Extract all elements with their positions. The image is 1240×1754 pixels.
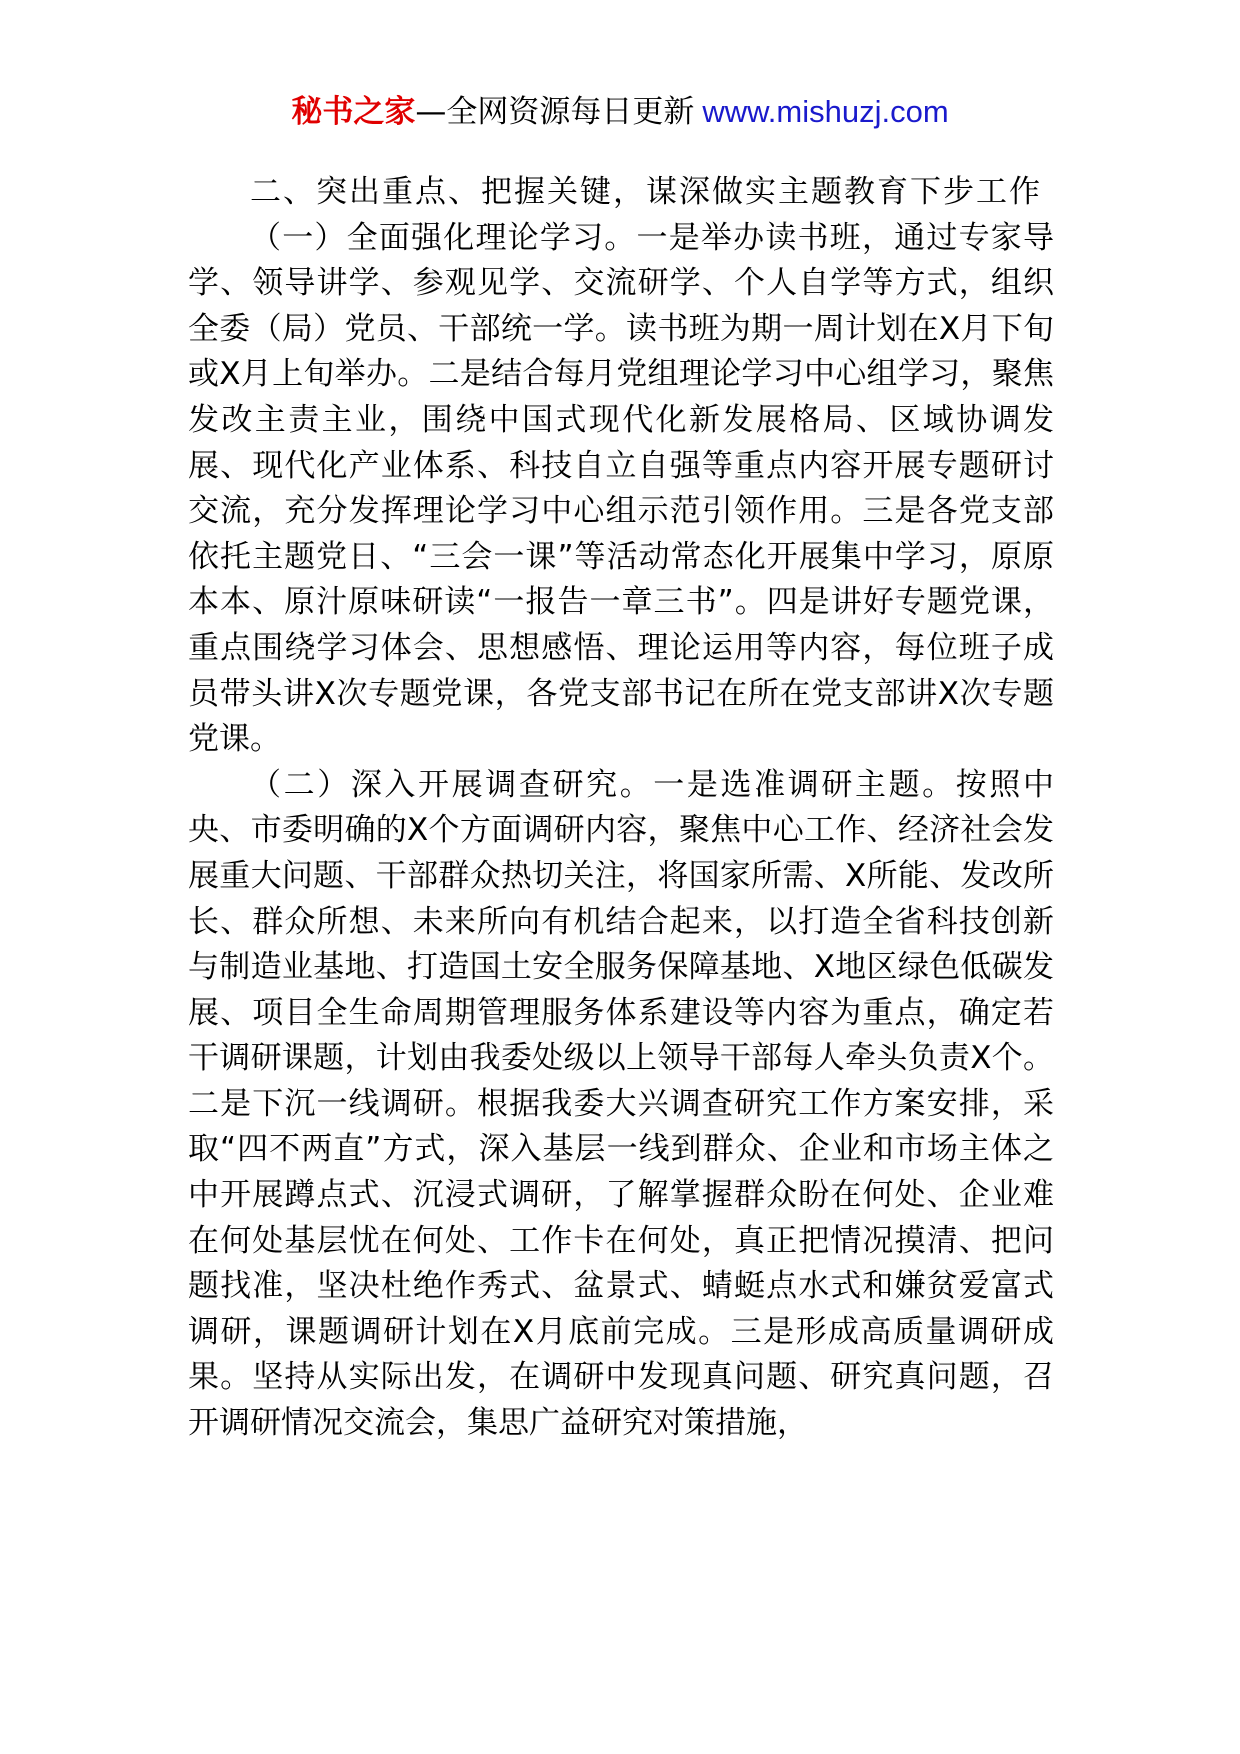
site-header [0, 92, 1240, 132]
section-heading: 二、突出重点、把握关键，谋深做实主题教育下步工作 [250, 174, 1042, 210]
header-tagline: —全网资源每日更新 [415, 94, 695, 130]
site-url-link[interactable]: www.mishuzj.com [702, 94, 949, 129]
paragraph-theory-study: （一）全面强化理论学习。一是举办读书班，通过专家导学、领导讲学、参观见学、交流研学、个人自学等方式，组织全委（局）党员、干部统一学。读书班为期一周计划在X月下旬或X月上旬举办。二是结合每月党组理论学习中心组学习，聚焦发改主责主业，围绕中国式现代化新发展格局、区域协调发展、现代化产业体系、科技自立自强等重点内容开展专题研讨交流，充分发挥理论学习中心组示范引领作用。三是各党支部依托主题党日、“三会一课”等活动常态化开展集中学习，原原本本、原汁原味研读“一报告一章三书”。四是讲好专题党课，重点围绕学习体会、思想感悟、理论运用等内容，每位班子成员带头讲X次专题党课，各党支部书记在所在党支部讲X次专题党课。 [188, 219, 1054, 758]
paragraph-investigation-research: （二）深入开展调查研究。一是选准调研主题。按照中央、市委明确的X个方面调研内容，聚焦中心工作、经济社会发展重大问题、干部群众热切关注，将国家所需、X所能、发改所长、群众所想、未来所向有机结合起来，以打造全省科技创新与制造业基地、打造国土安全服务保障基地、X地区绿色低碳发展、项目全生命周期管理服务体系建设等内容为重点，确定若干调研课题，计划由我委处级以上领导干部每人牵头负责X个。二是下沉一线调研。根据我委大兴调查研究工作方案安排，采取“四不两直”方式，深入基层一线到群众、企业和市场主体之中开展蹲点式、沉浸式调研，了解掌握群众盼在何处、企业难在何处基层忧在何处、工作卡在何处，真正把情况摸清、把问题找准，坚决杜绝作秀式、盆景式、蜻蜓点水式和嫌贫爱富式调研，课题调研计划在X月底前完成。三是形成高质量调研成果。坚持从实际出发，在调研中发现真问题、研究真问题，召开调研情况交流会，集思广益研究对策措施， [188, 766, 1054, 1442]
document-body [188, 170, 1054, 1447]
brand-name: 秘书之家 [291, 94, 416, 130]
